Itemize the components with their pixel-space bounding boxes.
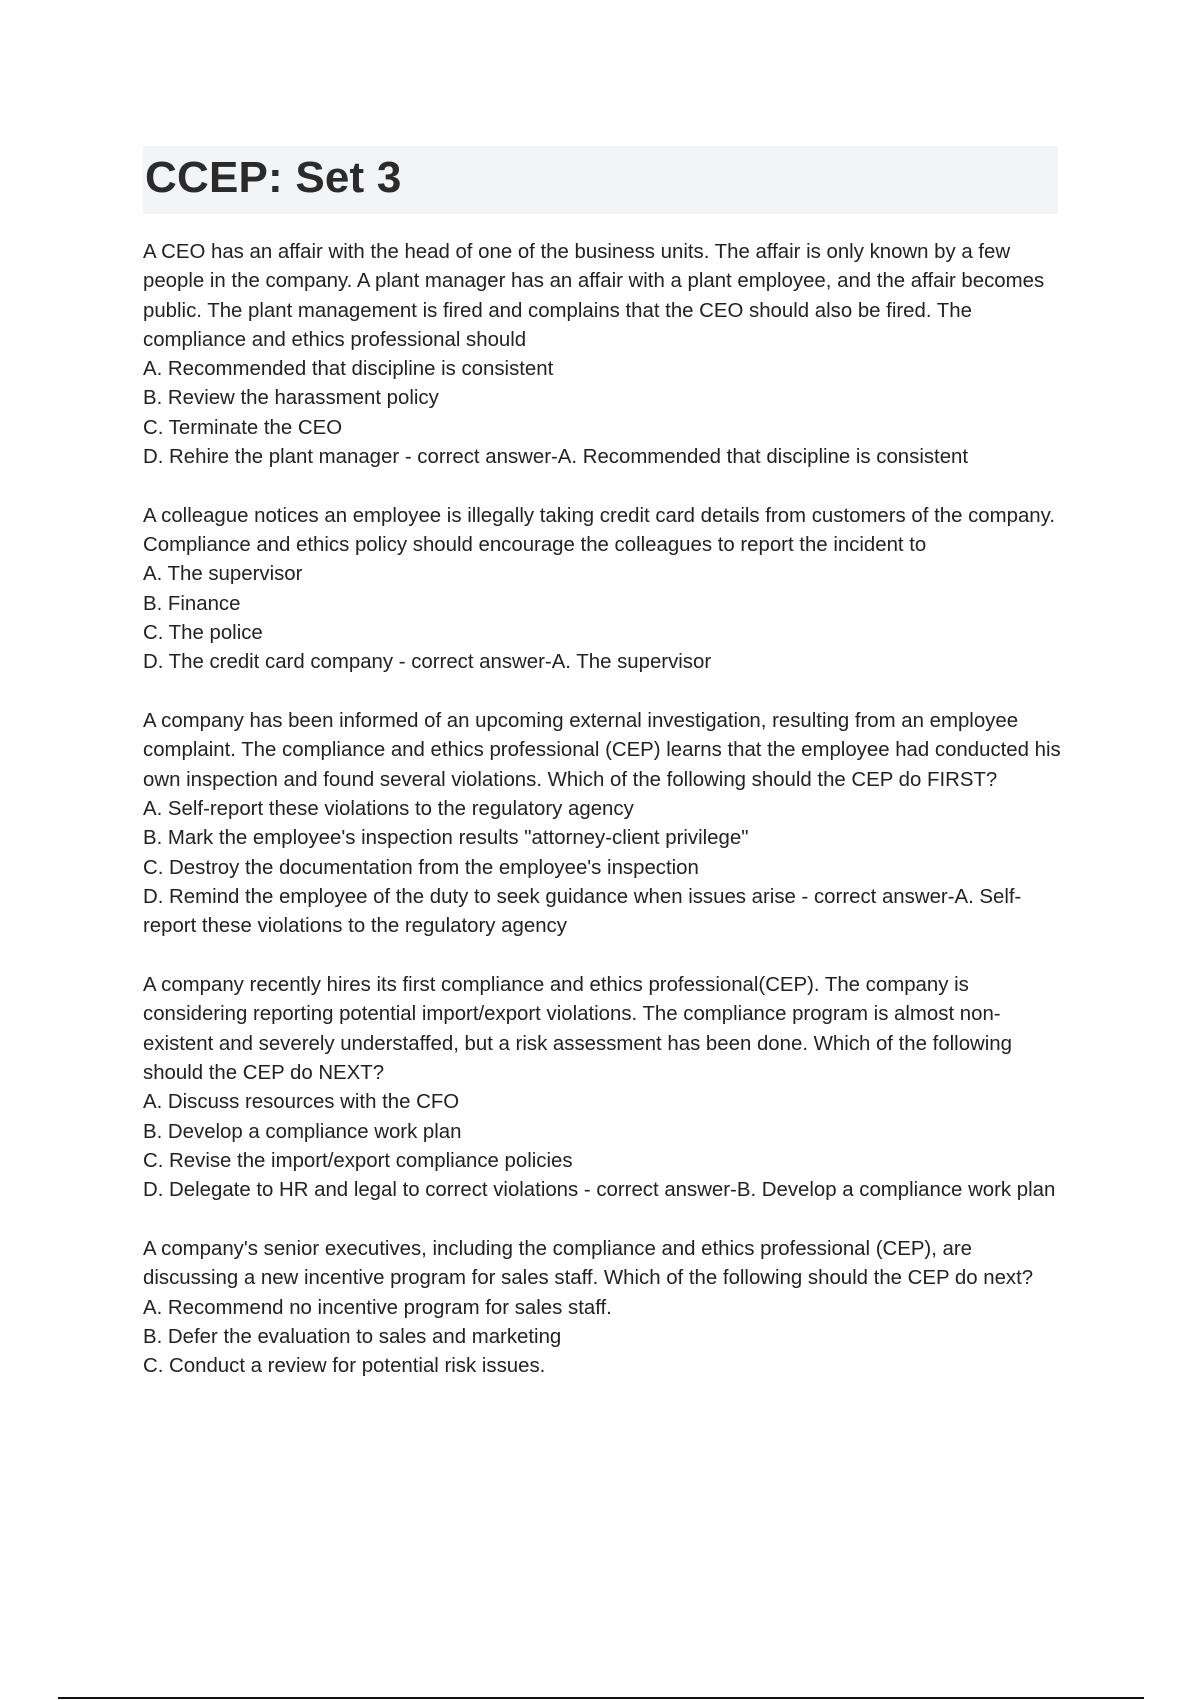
- question-block: [143, 707, 1063, 941]
- answer-option: B. Defer the evaluation to sales and marketing: [143, 1325, 562, 1348]
- answer-option: D. The credit card company - correct answer-A. The supervisor: [143, 651, 712, 674]
- answer-option: B. Mark the employee's inspection results "attorney-client privilege": [143, 827, 749, 850]
- question-stem: A company recently hires its first compliance and ethics professional(CEP). The company is considering reporting potential import/export violations. The compliance program is almost non-existent and severely understaffed, but a risk assessment has been done. Which of the following should the CEP do NEXT?: [143, 974, 1012, 1084]
- answer-option: D. Remind the employee of the duty to seek guidance when issues arise - correct answer-A. Self-report these violations to the regulatory agency: [143, 885, 1022, 938]
- question-block: [143, 238, 1063, 472]
- question-stem: A company's senior executives, including the compliance and ethics professional (CEP), are discussing a new incentive program for sales staff. Which of the following should the CEP do next?: [143, 1237, 1034, 1290]
- question-list: [143, 238, 1063, 1411]
- answer-option: D. Rehire the plant manager - correct answer-A. Recommended that discipline is consistent: [143, 446, 969, 469]
- answer-option: A. Recommended that discipline is consistent: [143, 358, 554, 381]
- title-bar: [143, 146, 1058, 214]
- answer-option: C. Conduct a review for potential risk issues.: [143, 1355, 546, 1378]
- answer-option: B. Finance: [143, 592, 241, 615]
- answer-option: A. Self-report these violations to the regulatory agency: [143, 798, 634, 821]
- answer-option: A. Recommend no incentive program for sales staff.: [143, 1296, 612, 1319]
- answer-option: B. Review the harassment policy: [143, 387, 439, 410]
- question-stem: A colleague notices an employee is illegally taking credit card details from customers of the company. Compliance and ethics policy should encourage the colleagues to report the incident to: [143, 504, 1055, 557]
- answer-option: D. Delegate to HR and legal to correct violations - correct answer-B. Develop a compliance work plan: [143, 1179, 1056, 1202]
- answer-option: C. Terminate the CEO: [143, 416, 343, 439]
- question-stem: A company has been informed of an upcoming external investigation, resulting from an employee complaint. The compliance and ethics professional (CEP) learns that the employee had conducted his own inspection and found several violations. Which of the following should the CEP do FIRST?: [143, 710, 1061, 791]
- answer-option: A. The supervisor: [143, 563, 303, 586]
- footer-divider: [58, 1697, 1144, 1699]
- question-block: [143, 502, 1063, 678]
- answer-option: C. Revise the import/export compliance policies: [143, 1149, 573, 1172]
- question-block: [143, 1235, 1063, 1381]
- question-block: [143, 971, 1063, 1205]
- answer-option: A. Discuss resources with the CFO: [143, 1091, 460, 1114]
- question-stem: A CEO has an affair with the head of one of the business units. The affair is only known by a few people in the company. A plant manager has an affair with a plant employee, and the affair becomes public. The plant management is fired and complains that the CEO should also be fired. The compliance and ethics professional should: [143, 241, 1045, 351]
- answer-option: B. Develop a compliance work plan: [143, 1120, 462, 1143]
- answer-option: C. The police: [143, 622, 263, 645]
- page-title: CCEP: Set 3: [145, 153, 402, 202]
- answer-option: C. Destroy the documentation from the employee's inspection: [143, 856, 699, 879]
